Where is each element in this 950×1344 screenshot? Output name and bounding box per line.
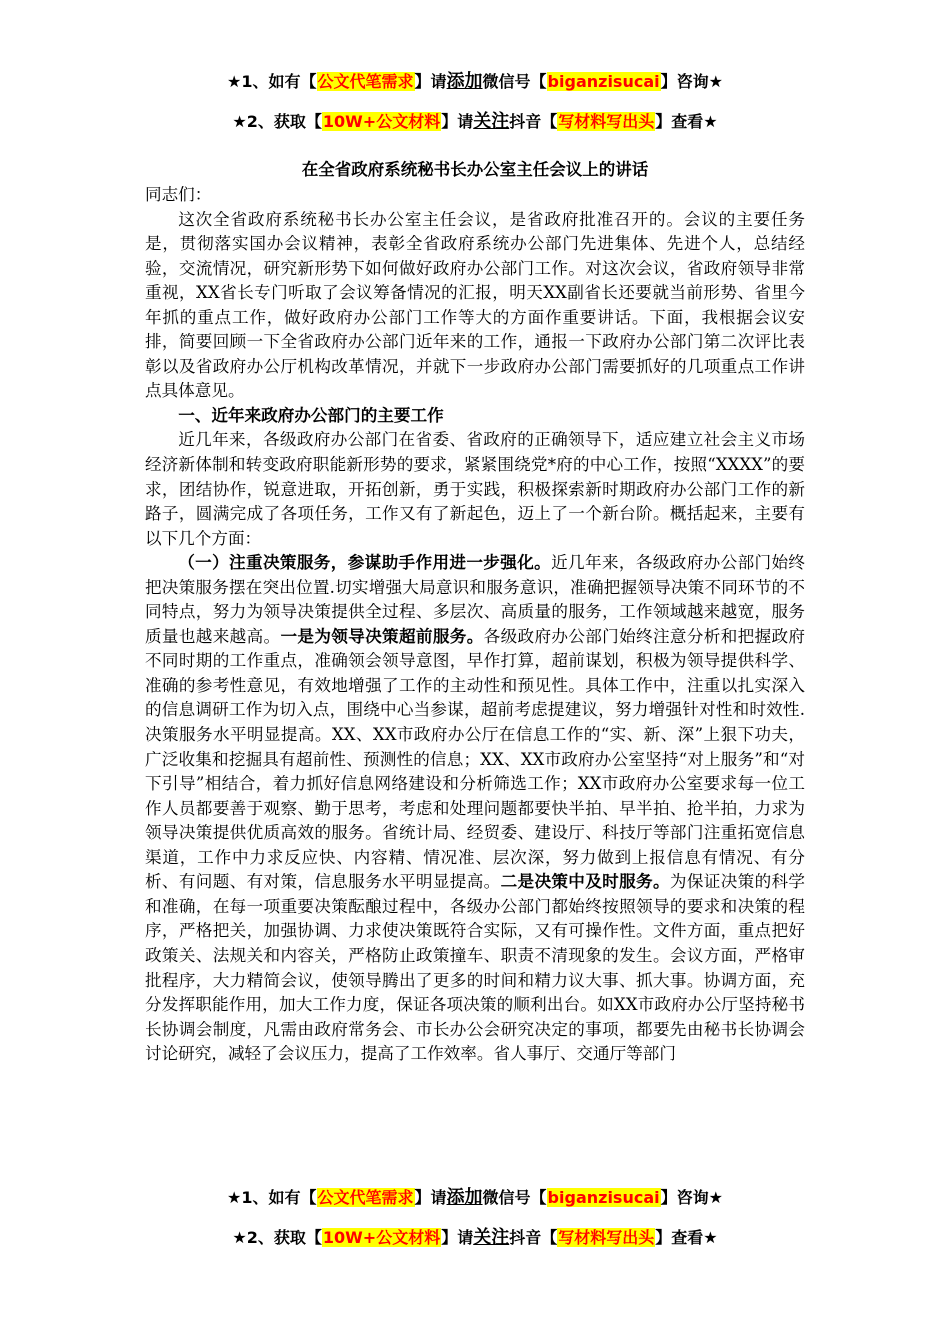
banner-highlight: 写材料写出头 (558, 1228, 655, 1247)
bottom-banner-line-1 (0, 1187, 950, 1209)
banner-text: ★1、如有【 (227, 1188, 317, 1207)
banner-emphasis: 关注 (473, 1227, 510, 1248)
top-banner-line-2 (0, 111, 950, 133)
banner-text: ★2、获取【 (232, 112, 322, 131)
banner-text: 】咨询★ (660, 1188, 723, 1207)
banner-text: 】查看★ (655, 112, 718, 131)
banner-text: 微信号【 (482, 72, 547, 91)
banner-emphasis: 关注 (473, 111, 510, 132)
banner-highlight: biganzisucai (547, 72, 660, 91)
banner-text: 微信号【 (482, 1188, 547, 1207)
document-body (145, 183, 805, 1067)
banner-emphasis: 添加 (446, 1187, 483, 1208)
banner-text: 】查看★ (655, 1228, 718, 1247)
point-heading: 二是决策中及时服务。 (500, 872, 670, 892)
banner-text: 】请 (441, 1228, 474, 1247)
banner-text: 】请 (414, 1188, 447, 1207)
banner-text: 】请 (441, 112, 474, 131)
banner-highlight: 公文代笔需求 (317, 72, 414, 91)
banner-text: ★2、获取【 (232, 1228, 322, 1247)
paragraph (145, 551, 805, 1066)
subsection-heading: （一）注重决策服务，参谋助手作用进一步强化。 (178, 553, 552, 573)
paragraph-text: 近几年来，各级政府办公部门始终把决策服务摆在突出位置.切实增强大局意识和服务意识，准确把握领导决策不同环节的不同特点，努力为领导决策提供全过程、多层次、高质量的服务，工作领域越来越宽，服务质量也越来越高。 (145, 553, 806, 646)
bottom-banner-line-2 (0, 1227, 950, 1249)
paragraph: 这次全省政府系统秘书长办公室主任会议，是省政府批准召开的。会议的主要任务是，贯彻落实国办会议精神，表彰全省政府系统办公部门先进集体、先进个人，总结经验，交流情况，研究新形势下如何做好政府办公部门工作。对这次会议，省政府领导非常重视，XX省长专门听取了会议筹备情况的汇报，明天XX副省长还要就当前形势、省里今年抓的重点工作，做好政府办公部门工作等大的方面作重要讲话。下面，我根据会议安排，简要回顾一下全省政府办公部门近年来的工作，通报一下政府办公部门第二次评比表彰以及省政府办公厅机构改革情况，并就下一步政府办公部门需要抓好的几项重点工作讲点具体意见。 (145, 209, 805, 401)
paragraph: 近几年来，各级政府办公部门在省委、省政府的正确领导下，适应建立社会主义市场经济新体制和转变政府职能新形势的要求，紧紧围绕党*府的中心工作，按照“XXXX”的要求，团结协作，锐意进取，开拓创新，勇于实践，积极探索新时期政府办公部门工作的新路子，圆满完成了各项任务，工作又有了新起色，迈上了一个新台阶。概括起来，主要有以下几个方面： (145, 430, 805, 548)
banner-text: 抖音【 (509, 112, 558, 131)
paragraph-text: 各级政府办公部门始终注意分析和把握政府不同时期的工作重点，准确领会领导意图，早作打算，超前谋划，积极为领导提供科学、准确的参考性意见，有效地增强了工作的主动性和预见性。具体工作中，注重以扎实深入的信息调研工作为切入点，围绕中心当参谋，超前考虑提建议，努力增强针对性和时效性.决策服务水平明显提高。XX、XX市政府办公厅在信息工作的“实、新、深”上狠下功夫，广泛收集和挖掘具有超前性、预测性的信息；XX、XX市政府办公室坚持“对上服务”和“对下引导”相结合，着力抓好信息网络建设和分析筛选工作；XX市政府办公室要求每一位工作人员都要善于观察、勤于思考，考虑和处理问题都要快半拍、早半拍、抢半拍，力求为领导决策提供优质高效的服务。省统计局、经贸委、建设厅、科技厅等部门注重拓宽信息渠道，工作中力求反应快、内容精、情况准、层次深，努力做到上报信息有情况、有分析、有问题、有对策，信息服务水平明显提高。 (145, 626, 806, 892)
banner-highlight: biganzisucai (547, 1188, 660, 1207)
banner-text: 】咨询★ (660, 72, 723, 91)
salutation: 同志们： (145, 185, 212, 204)
banner-highlight: 写材料写出头 (558, 112, 655, 131)
paragraph-text: 为保证决策的科学和准确，在每一项重要决策酝酿过程中，各级办公部门都始终按照领导的要求和决策的程序，严格把关，加强协调、力求使决策既符合实际，又有可操作性。文件方面，重点把好政策关、法规关和内容关，严格防止政策撞车、职责不清现象的发生。会议方面，严格审批程序，大力精简会议，使领导腾出了更多的时间和精力议大事、抓大事。协调方面，充分发挥职能作用，加大工作力度，保证各项决策的顺利出台。如XX市政府办公厅坚持秘书长协调会制度，凡需由政府常务会、市长办公会研究决定的事项，都要先由秘书长协调会讨论研究，减轻了会议压力，提高了工作效率。省人事厅、交通厅等部门 (145, 872, 806, 1064)
banner-text: 抖音【 (509, 1228, 558, 1247)
banner-highlight: 公文代笔需求 (317, 1188, 414, 1207)
top-banner-line-1 (0, 71, 950, 93)
banner-text: ★1、如有【 (227, 72, 317, 91)
banner-highlight: 10W+公文材料 (322, 1228, 441, 1247)
document-title: 在全省政府系统秘书长办公室主任会议上的讲话 (301, 160, 649, 179)
section-heading: 一、近年来政府办公部门的主要工作 (178, 405, 444, 425)
banner-highlight: 10W+公文材料 (322, 112, 441, 131)
banner-emphasis: 添加 (446, 71, 483, 92)
point-heading: 一是为领导决策超前服务。 (280, 626, 484, 646)
banner-text: 】请 (414, 72, 447, 91)
